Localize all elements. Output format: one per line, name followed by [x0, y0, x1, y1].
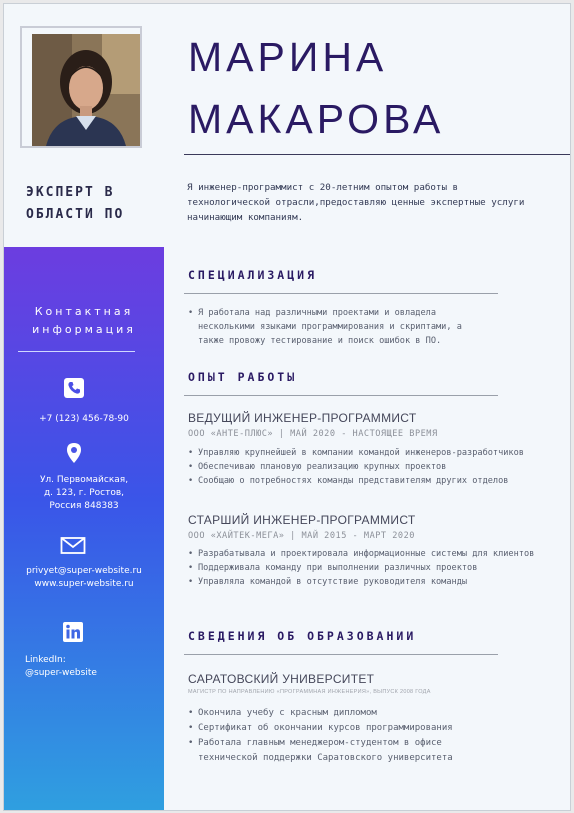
full-name [188, 26, 444, 150]
job-meta: ООО «АНТЕ-ПЛЮС» | МАЙ 2020 - НАСТОЯЩЕЕ ВРЕМЯ [188, 429, 438, 439]
email-address[interactable]: privyet@super-website.ru [26, 566, 142, 576]
address-line-2: д. 123, г. Ростов, [43, 488, 125, 498]
role-line-2: ОБЛАСТИ ПО [26, 207, 125, 222]
linkedin-handle[interactable]: @super-website [25, 668, 97, 678]
list-item: • Сертификат об окончании курсов программирования [188, 721, 528, 736]
location-pin-icon [63, 442, 85, 464]
school-name: САРАТОВСКИЙ УНИВЕРСИТЕТ [188, 672, 375, 686]
list-item: • Разрабатывала и проектировала информационные системы для клиентов [188, 547, 568, 561]
list-item: несколькими языками программирования и скриптами, а [198, 322, 462, 332]
job-title: СТАРШИЙ ИНЖЕНЕР-ПРОГРАММИСТ [188, 513, 416, 527]
list-item: • Сообщаю о потребностях команды представителям других отделов [188, 474, 568, 488]
job-duties [188, 547, 568, 589]
list-item: • Поддерживала команду при выполнении различных проектов [188, 561, 568, 575]
list-item: • Управляла командой в отсутствие руководителя команды [188, 575, 568, 589]
job-role [26, 182, 166, 226]
website-link[interactable]: www.super-website.ru [34, 579, 134, 589]
list-item: • Управляю крупнейшей в компании командой инженеров-разработчиков [188, 446, 568, 460]
list-item: • Обеспечиваю плановую реализацию крупных проектов [188, 460, 568, 474]
degree-meta: МАГИСТР ПО НАПРАВЛЕНИЮ «ПРОГРАММНАЯ ИНЖЕНЕРИЯ», ВЫПУСК 2008 ГОДА [188, 689, 431, 695]
profile-photo [24, 30, 140, 148]
specialization-divider [184, 293, 498, 294]
education-heading: СВЕДЕНИЯ ОБ ОБРАЗОВАНИИ [188, 629, 417, 643]
experience-heading: ОПЫТ РАБОТЫ [188, 370, 298, 384]
mail-icon [60, 536, 86, 558]
name-first: МАРИНА [188, 34, 388, 80]
list-item: технической поддержки Саратовского университета [198, 753, 453, 763]
list-item: также провожу тестирование и поиск ошибок в ПО. [198, 336, 442, 346]
role-line-1: ЭКСПЕРТ В [26, 185, 115, 200]
job-duties [188, 446, 568, 488]
specialization-text [188, 306, 508, 348]
name-last: МАКАРОВА [188, 96, 445, 142]
linkedin-info [25, 654, 97, 680]
phone-icon [63, 377, 85, 399]
list-item: • Окончила учебу с красным дипломом [188, 706, 528, 721]
job-meta: ООО «ХАЙТЕК-МЕГА» | МАЙ 2015 - МАРТ 2020 [188, 531, 415, 541]
address-line-1: Ул. Первомайская, [39, 475, 129, 485]
list-item: • Работала главным менеджером-студентом в офисе [188, 736, 528, 751]
resume-page [3, 3, 571, 811]
education-divider [184, 654, 498, 655]
address-line-3: Россия 848383 [49, 501, 119, 511]
experience-divider [184, 395, 498, 396]
linkedin-label: LinkedIn: [25, 655, 66, 665]
job-title: ВЕДУЩИЙ ИНЖЕНЕР-ПРОГРАММИСТ [188, 411, 417, 425]
contact-sidebar [4, 247, 164, 810]
education-details [188, 706, 528, 766]
photo-image [32, 34, 140, 146]
name-divider [184, 154, 571, 155]
contacts-heading-line-2: информация [32, 323, 136, 336]
intro-text: Я инженер-программист с 20-летним опытом работы в технологической отрасли,предоставляю ценные экспертные услуги начинающим компаниям. [187, 182, 525, 223]
specialization-heading: СПЕЦИАЛИЗАЦИЯ [188, 268, 318, 282]
list-item: • Я работала над различными проектами и овладела [188, 306, 508, 320]
sidebar-divider [18, 351, 135, 352]
contacts-heading [4, 303, 164, 339]
phone-number[interactable]: +7 (123) 456-78-90 [39, 414, 129, 424]
contacts-heading-line-1: Контактная [34, 305, 134, 318]
address [4, 474, 164, 513]
linkedin-icon [62, 621, 84, 643]
